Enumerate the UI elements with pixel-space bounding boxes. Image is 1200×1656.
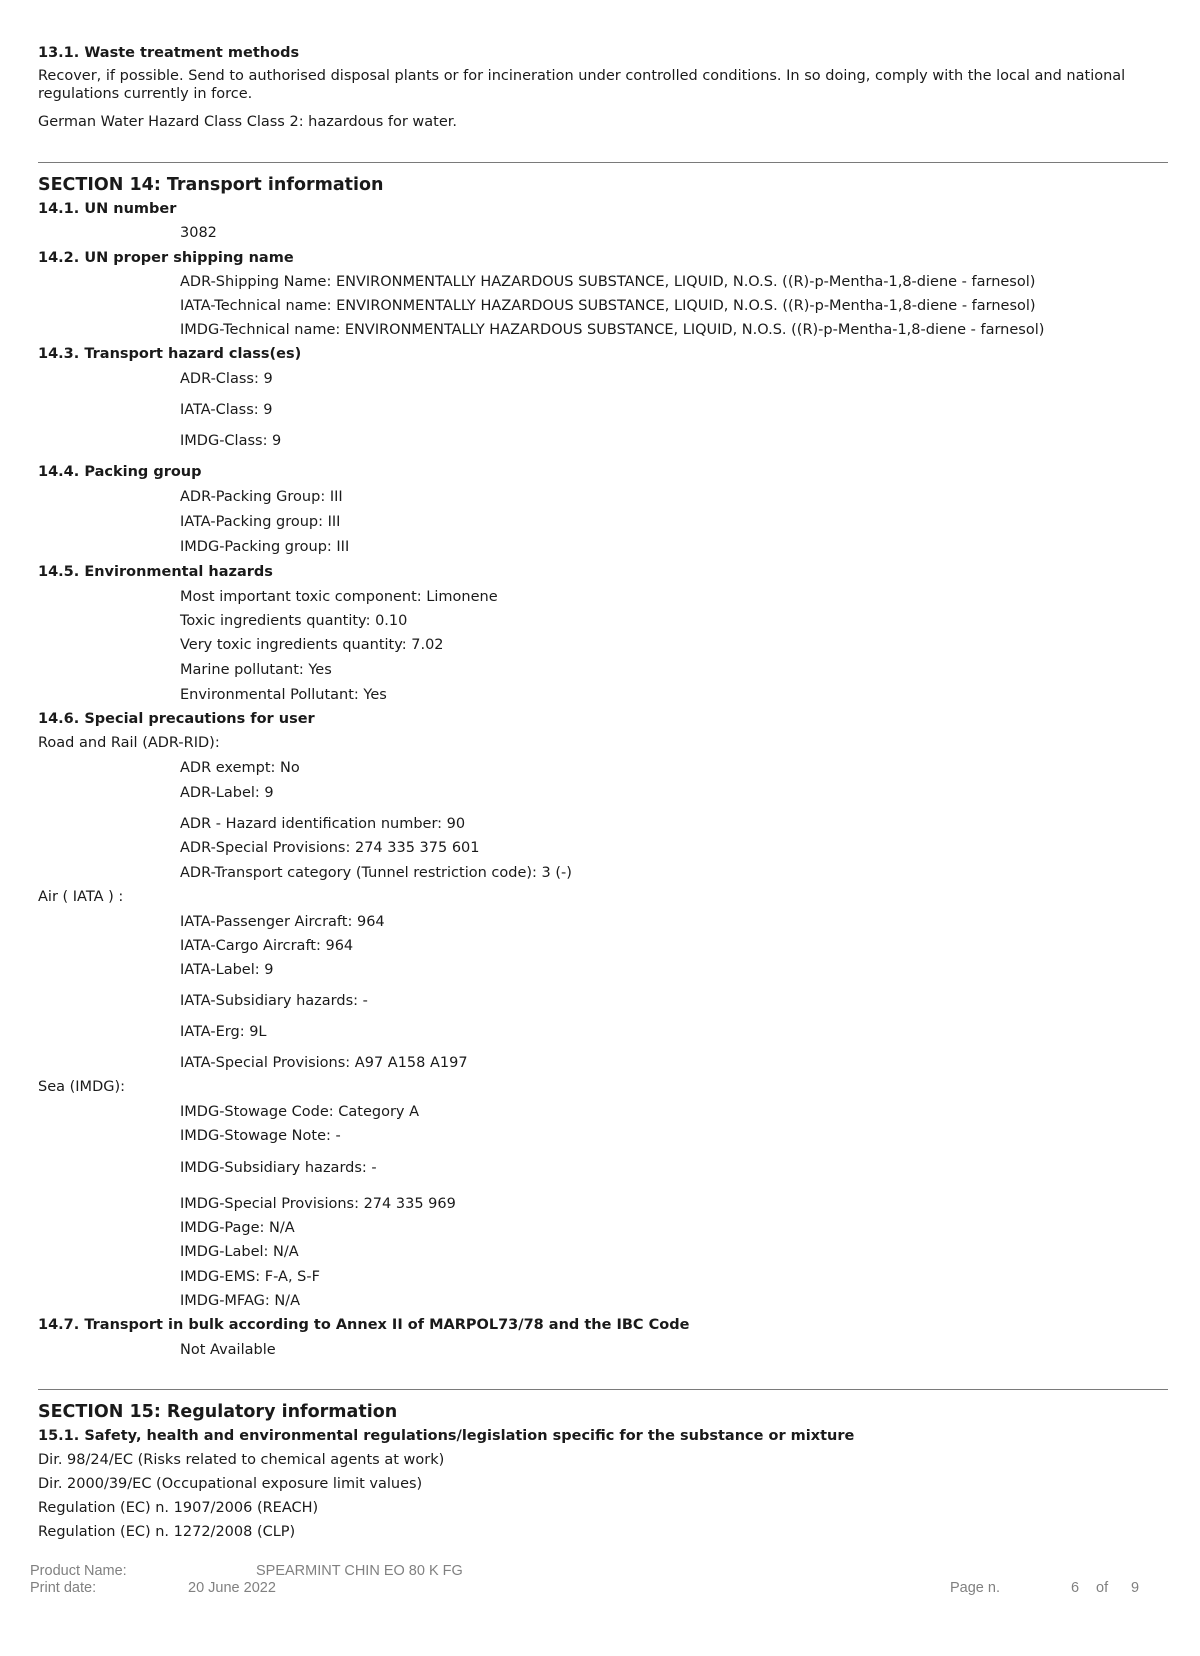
- sea-imdg-label: Sea (IMDG):: [38, 1079, 126, 1095]
- iata-subsidiary-hazards: IATA-Subsidiary hazards: -: [180, 993, 368, 1009]
- print-date-label: Print date:: [30, 1580, 97, 1596]
- adr-transport-category: ADR-Transport category (Tunnel restriction code): 3 (-): [180, 865, 572, 881]
- regulation-item: Regulation (EC) n. 1272/2008 (CLP): [38, 1524, 296, 1540]
- iata-packing-group: IATA-Packing group: III: [180, 514, 341, 530]
- imdg-label: IMDG-Label: N/A: [180, 1244, 299, 1260]
- waste-treatment-text: Recover, if possible. Send to authorised disposal plants or for incineration under controlled conditions. In so doing, comply with the local and national regulations currently in force.: [38, 68, 1126, 102]
- imdg-special-provisions: IMDG-Special Provisions: 274 335 969: [180, 1196, 456, 1212]
- iata-technical-name: IATA-Technical name: ENVIRONMENTALLY HAZARDOUS SUBSTANCE, LIQUID, N.O.S. ((R)-p-Mentha-1,8-diene - farnesol): [180, 298, 1036, 314]
- bulk-transport-value: Not Available: [180, 1342, 276, 1358]
- page-of-label: of: [1096, 1580, 1109, 1596]
- iata-erg: IATA-Erg: 9L: [180, 1024, 267, 1040]
- air-iata-label: Air ( IATA ) :: [38, 889, 124, 905]
- environmental-pollutant: Environmental Pollutant: Yes: [180, 687, 387, 703]
- product-name-label: Product Name:: [30, 1563, 127, 1579]
- water-hazard-class: German Water Hazard Class Class 2: hazardous for water.: [38, 114, 458, 130]
- shipping-name-heading: 14.2. UN proper shipping name: [38, 250, 294, 266]
- road-rail-label: Road and Rail (ADR-RID):: [38, 735, 220, 751]
- adr-packing-group: ADR-Packing Group: III: [180, 489, 343, 505]
- imdg-subsidiary-hazards: IMDG-Subsidiary hazards: -: [180, 1160, 377, 1176]
- imdg-mfag: IMDG-MFAG: N/A: [180, 1293, 300, 1309]
- adr-exempt: ADR exempt: No: [180, 760, 300, 776]
- packing-group-heading: 14.4. Packing group: [38, 464, 202, 480]
- section-divider: [38, 162, 1168, 163]
- imdg-packing-group: IMDG-Packing group: III: [180, 539, 350, 555]
- special-precautions-heading: 14.6. Special precautions for user: [38, 711, 315, 727]
- iata-class: IATA-Class: 9: [180, 402, 273, 418]
- waste-treatment-heading: 13.1. Waste treatment methods: [38, 45, 300, 61]
- iata-special-provisions: IATA-Special Provisions: A97 A158 A197: [180, 1055, 468, 1071]
- regulation-item: Dir. 2000/39/EC (Occupational exposure limit values): [38, 1476, 423, 1492]
- iata-cargo-aircraft: IATA-Cargo Aircraft: 964: [180, 938, 354, 954]
- un-number-value: 3082: [180, 225, 217, 241]
- imdg-page: IMDG-Page: N/A: [180, 1220, 295, 1236]
- product-name-value: SPEARMINT CHIN EO 80 K FG: [256, 1563, 463, 1579]
- adr-hazard-id-number: ADR - Hazard identification number: 90: [180, 816, 466, 832]
- page-total: 9: [1131, 1580, 1140, 1596]
- hazard-class-heading: 14.3. Transport hazard class(es): [38, 346, 302, 362]
- very-toxic-quantity: Very toxic ingredients quantity: 7.02: [180, 637, 444, 653]
- imdg-stowage-note: IMDG-Stowage Note: -: [180, 1128, 341, 1144]
- regulation-item: Dir. 98/24/EC (Risks related to chemical agents at work): [38, 1452, 445, 1468]
- marine-pollutant: Marine pollutant: Yes: [180, 662, 332, 678]
- iata-label: IATA-Label: 9: [180, 962, 274, 978]
- regulation-item: Regulation (EC) n. 1907/2006 (REACH): [38, 1500, 319, 1516]
- toxic-component: Most important toxic component: Limonene: [180, 589, 498, 605]
- adr-label: ADR-Label: 9: [180, 785, 274, 801]
- imdg-stowage-code: IMDG-Stowage Code: Category A: [180, 1104, 420, 1120]
- imdg-class: IMDG-Class: 9: [180, 433, 282, 449]
- un-number-heading: 14.1. UN number: [38, 201, 177, 217]
- environmental-hazards-heading: 14.5. Environmental hazards: [38, 564, 273, 580]
- iata-passenger-aircraft: IATA-Passenger Aircraft: 964: [180, 914, 385, 930]
- print-date-value: 20 June 2022: [188, 1580, 276, 1596]
- section-14-title: SECTION 14: Transport information: [38, 175, 384, 195]
- section-divider: [38, 1389, 1168, 1390]
- page-number: 6: [1071, 1580, 1080, 1596]
- page-number-label: Page n.: [950, 1580, 1000, 1596]
- adr-special-provisions: ADR-Special Provisions: 274 335 375 601: [180, 840, 480, 856]
- bulk-transport-heading: 14.7. Transport in bulk according to Annex II of MARPOL73/78 and the IBC Code: [38, 1317, 690, 1333]
- adr-shipping-name: ADR-Shipping Name: ENVIRONMENTALLY HAZARDOUS SUBSTANCE, LIQUID, N.O.S. ((R)-p-Mentha-1,8-diene - farnesol): [180, 274, 1036, 290]
- toxic-quantity: Toxic ingredients quantity: 0.10: [180, 613, 408, 629]
- regulations-heading: 15.1. Safety, health and environmental regulations/legislation specific for the substance or mixture: [38, 1428, 855, 1444]
- adr-class: ADR-Class: 9: [180, 371, 273, 387]
- imdg-ems: IMDG-EMS: F-A, S-F: [180, 1269, 320, 1285]
- imdg-technical-name: IMDG-Technical name: ENVIRONMENTALLY HAZARDOUS SUBSTANCE, LIQUID, N.O.S. ((R)-p-Mentha-1,8-diene - farnesol): [180, 322, 1045, 338]
- section-15-title: SECTION 15: Regulatory information: [38, 1402, 398, 1422]
